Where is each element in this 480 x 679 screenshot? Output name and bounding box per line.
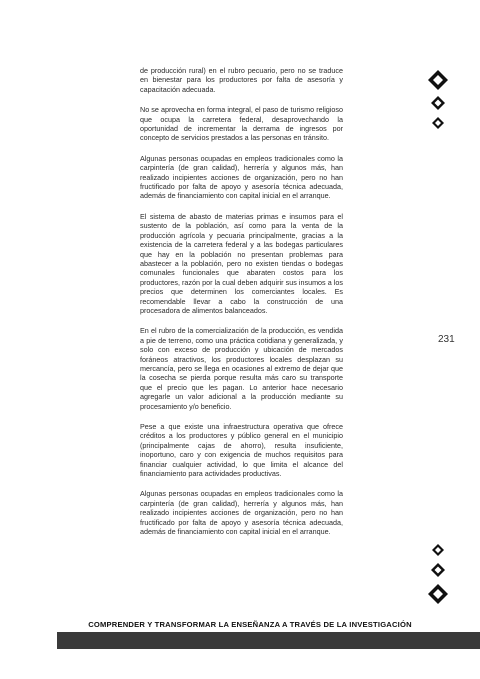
paragraph-1: de producción rural) en el rubro pecuario, pero no se traduce en bienestar para los productores por falta de asesoría y capacitación adecuada. bbox=[140, 66, 343, 94]
diamond-ornament-icon bbox=[432, 544, 444, 556]
diamond-ornament-icon bbox=[428, 584, 448, 604]
paragraph-3: Algunas personas ocupadas en empleos tradicionales como la carpintería (de gran calidad), herrería y algunos más, han realizado incipientes acciones de organización, pero no han fructificado por falta de apoyo y asesoría técnica adecuada, además de financiamiento con capital inicial en el arranque. bbox=[140, 153, 343, 201]
paragraph-6: Pese a que existe una infraestructura operativa que ofrece créditos a los productores y público general en el municipio (principalmente cajas de ahorro), resulta insuficiente, inoportuno, caro y con exigencia de muchos requisitos para financiar cualquier actividad, lo que limita el alcance del financiamiento para actividades productivas. bbox=[140, 422, 343, 479]
footer-bar bbox=[57, 632, 480, 649]
diamond-ornament-icon bbox=[431, 563, 445, 577]
body-text bbox=[140, 66, 343, 547]
footer-title: COMPRENDER Y TRANSFORMAR LA ENSEÑANZA A TRAVÉS DE LA INVESTIGACIÓN bbox=[88, 620, 412, 629]
diamond-ornament-icon bbox=[432, 117, 444, 129]
paragraph-4: El sistema de abasto de materias primas e insumos para el sustento de la población, así como para la venta de la producción agrícola y pecuaria principalmente, gracias a la existencia de la carretera federal y a las bodegas particulares que hay en la población no presentan problemas para abastecer a la población, pero no existen tiendas o bodegas comunales funcionales que abaraten costos para los productores, razón por la cual deben adquirir sus insumos a los precios que determinen los comerciantes locales. Es recomendable llevar a cabo la construcción de una procesadora de alimentos balanceados. bbox=[140, 211, 343, 315]
paragraph-5: En el rubro de la comercialización de la producción, es vendida a pie de terreno, como una práctica cotidiana y generalizada, y solo con exceso de producción y ubicación de mercados foráneos atractivos, los productores locales desplazan su mercancía, pero se llega en ocasiones al extremo de dejar que la cosecha se pierda porque resulta más caro su transporte que el precio que les pagan. Lo anterior hace necesario agregarle un valor adicional a la producción mediante su procesamiento y/o beneficio. bbox=[140, 326, 343, 411]
page-number: 231 bbox=[438, 334, 455, 345]
diamond-ornament-icon bbox=[428, 70, 448, 90]
paragraph-7: Algunas personas ocupadas en empleos tradicionales como la carpintería (de gran calidad), herrería y algunos más, han realizado incipientes acciones de organización, pero no han fructificado por falta de apoyo y asesoría técnica adecuada, además de financiamiento con capital inicial en el arranque. bbox=[140, 489, 343, 537]
paragraph-2: No se aprovecha en forma integral, el paso de turismo religioso que ocupa la carretera federal, desaprovechando la oportunidad de incrementar la derrama de ingresos por concepto de servicios prestados a las personas en tránsito. bbox=[140, 105, 343, 143]
diamond-ornament-icon bbox=[431, 96, 445, 110]
